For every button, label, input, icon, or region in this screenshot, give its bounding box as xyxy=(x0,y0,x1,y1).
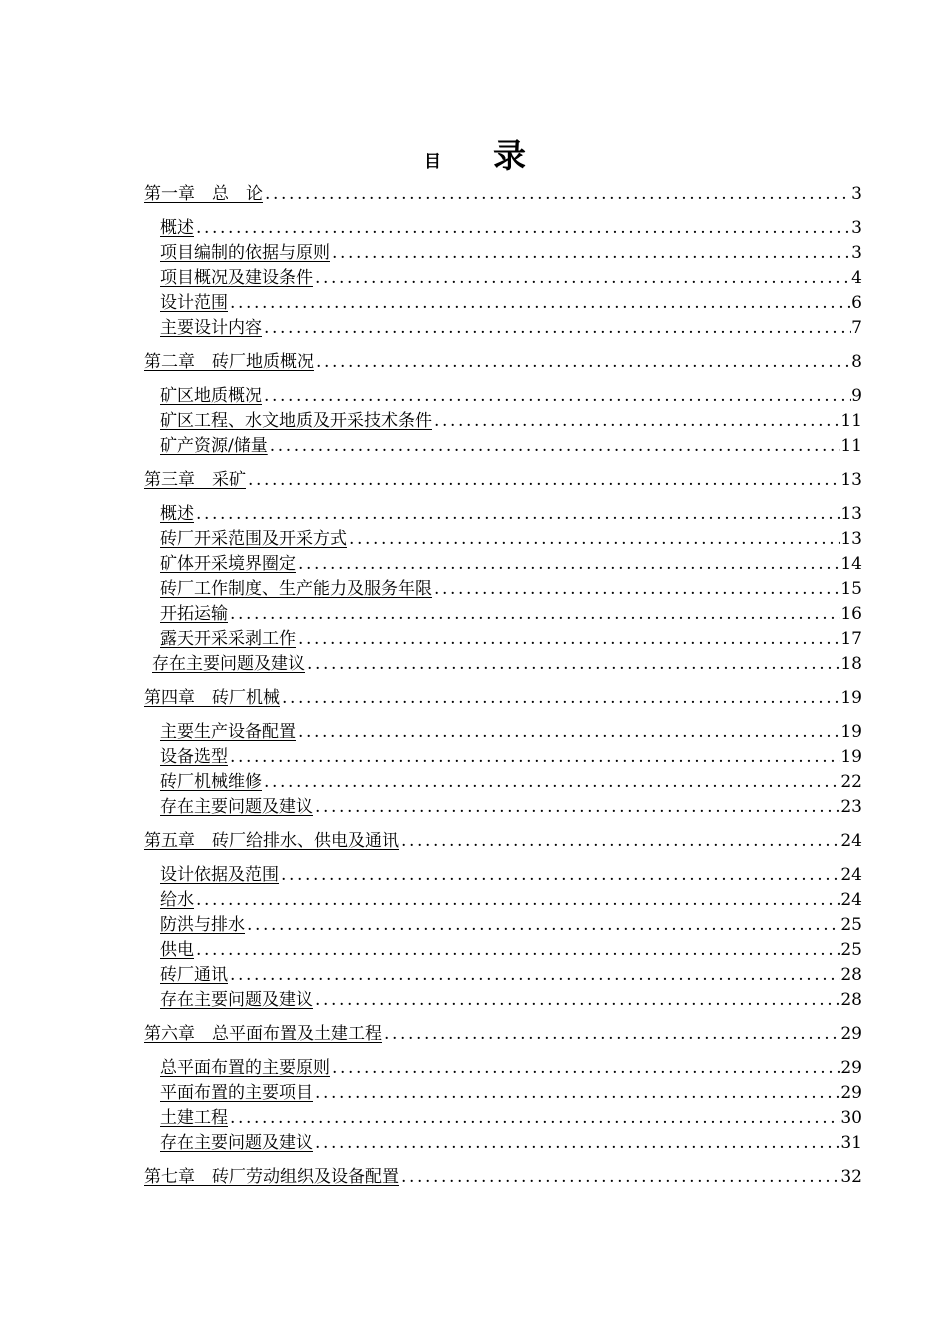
toc-section-entry[interactable] xyxy=(144,627,862,652)
toc-section-entry[interactable] xyxy=(144,577,862,602)
toc-page-number: 13 xyxy=(840,529,862,549)
dot-leader xyxy=(245,913,840,938)
toc-section-entry[interactable] xyxy=(144,527,862,552)
toc-section-entry[interactable] xyxy=(144,795,862,820)
toc-page-number: 25 xyxy=(840,915,862,935)
toc-entry-label[interactable]: 平面布置的主要项目 xyxy=(160,1083,313,1103)
dot-leader xyxy=(279,863,840,888)
toc-entry-label[interactable]: 存在主要问题及建议 xyxy=(152,654,305,674)
toc-entry-label[interactable]: 第七章 砖厂劳动组织及设备配置 xyxy=(144,1167,399,1187)
page-title xyxy=(0,130,950,177)
dot-leader xyxy=(194,216,851,241)
toc-page-number: 29 xyxy=(840,1024,862,1044)
toc-page-number: 3 xyxy=(851,243,862,263)
toc-entry-label[interactable]: 第五章 砖厂给排水、供电及通讯 xyxy=(144,831,399,851)
toc-section-entry[interactable] xyxy=(144,770,862,795)
toc-page-number: 6 xyxy=(851,293,862,313)
toc-section-entry[interactable] xyxy=(144,434,862,459)
toc-page-number: 29 xyxy=(840,1083,862,1103)
toc-chapter-entry[interactable] xyxy=(144,1165,862,1190)
toc-page-number: 3 xyxy=(851,184,862,204)
toc-entry-label[interactable]: 存在主要问题及建议 xyxy=(160,990,313,1010)
dot-leader xyxy=(313,795,840,820)
toc-section-entry[interactable] xyxy=(144,216,862,241)
toc-entry-label[interactable]: 开拓运输 xyxy=(160,604,228,624)
toc-page-number: 32 xyxy=(840,1167,862,1187)
toc-chapter-entry[interactable] xyxy=(144,686,862,711)
toc-page-number: 24 xyxy=(840,890,862,910)
toc-entry-label[interactable]: 第二章 砖厂地质概况 xyxy=(144,352,314,372)
toc-entry-label[interactable]: 给水 xyxy=(160,890,194,910)
toc-page-number: 28 xyxy=(840,990,862,1010)
toc-entry-label[interactable]: 第一章 总 论 xyxy=(144,184,263,204)
dot-leader xyxy=(330,1056,840,1081)
dot-leader xyxy=(262,384,851,409)
toc-page-number: 13 xyxy=(840,504,862,524)
dot-leader xyxy=(228,1106,840,1131)
toc-chapter-entry[interactable] xyxy=(144,468,862,493)
toc-entry-label[interactable]: 砖厂工作制度、生产能力及服务年限 xyxy=(160,579,432,599)
dot-leader xyxy=(228,602,840,627)
dot-leader xyxy=(296,627,840,652)
toc-page-number: 28 xyxy=(840,965,862,985)
toc-page-number: 19 xyxy=(840,747,862,767)
dot-leader xyxy=(228,745,840,770)
dot-leader xyxy=(347,527,840,552)
toc-entry-label[interactable]: 矿体开采境界圈定 xyxy=(160,554,296,574)
toc-section-entry[interactable] xyxy=(144,602,862,627)
toc-page-number: 15 xyxy=(840,579,862,599)
toc-page-number: 24 xyxy=(840,831,862,851)
toc-page-number: 14 xyxy=(840,554,862,574)
dot-leader xyxy=(194,938,840,963)
toc-entry-label[interactable]: 设备选型 xyxy=(160,747,228,767)
toc-entry-label[interactable]: 项目编制的依据与原则 xyxy=(160,243,330,263)
toc-entry-label[interactable]: 供电 xyxy=(160,940,194,960)
toc-page-number: 30 xyxy=(840,1108,862,1128)
toc-section-entry[interactable] xyxy=(144,502,862,527)
toc-section-entry[interactable] xyxy=(144,1131,862,1156)
dot-leader xyxy=(382,1022,840,1047)
dot-leader xyxy=(313,988,840,1013)
toc-section-entry[interactable] xyxy=(144,745,862,770)
toc-entry-label[interactable]: 主要设计内容 xyxy=(160,318,262,338)
toc-section-entry[interactable] xyxy=(144,241,862,266)
dot-leader xyxy=(313,1081,840,1106)
toc-section-entry[interactable] xyxy=(144,1106,862,1131)
dot-leader xyxy=(262,316,851,341)
toc-entry-label[interactable]: 存在主要问题及建议 xyxy=(160,797,313,817)
dot-leader xyxy=(268,434,841,459)
dot-leader xyxy=(399,1165,840,1190)
toc-entry-label[interactable]: 第六章 总平面布置及土建工程 xyxy=(144,1024,382,1044)
toc-entry-label[interactable]: 设计范围 xyxy=(160,293,228,313)
toc-chapter-entry[interactable] xyxy=(144,182,862,207)
toc-section-entry[interactable] xyxy=(144,409,862,434)
toc-section-entry[interactable] xyxy=(144,938,862,963)
dot-leader xyxy=(313,1131,840,1156)
dot-leader xyxy=(432,577,840,602)
toc-entry-label[interactable]: 概述 xyxy=(160,218,194,238)
dot-leader xyxy=(194,888,840,913)
dot-leader xyxy=(228,291,851,316)
toc-chapter-entry[interactable] xyxy=(144,350,862,375)
dot-leader xyxy=(262,770,840,795)
toc-section-entry[interactable] xyxy=(144,1056,862,1081)
dot-leader xyxy=(246,468,840,493)
table-of-contents xyxy=(144,182,862,1190)
toc-page-number: 13 xyxy=(840,470,862,490)
toc-section-entry[interactable] xyxy=(144,963,862,988)
toc-entry-label[interactable]: 砖厂通讯 xyxy=(160,965,228,985)
toc-page-number: 4 xyxy=(851,268,862,288)
toc-page-number: 29 xyxy=(840,1058,862,1078)
toc-section-entry[interactable] xyxy=(144,720,862,745)
toc-section-entry[interactable] xyxy=(144,1081,862,1106)
toc-chapter-entry[interactable] xyxy=(144,829,862,854)
dot-leader xyxy=(313,266,851,291)
toc-page-number: 16 xyxy=(840,604,862,624)
toc-page-number: 25 xyxy=(840,940,862,960)
toc-page-number: 9 xyxy=(851,386,862,406)
dot-leader xyxy=(296,552,840,577)
toc-section-entry[interactable] xyxy=(144,888,862,913)
dot-leader xyxy=(228,963,840,988)
toc-entry-label[interactable]: 设计依据及范围 xyxy=(160,865,279,885)
toc-section-entry[interactable] xyxy=(144,266,862,291)
toc-entry-label[interactable]: 项目概况及建设条件 xyxy=(160,268,313,288)
dot-leader xyxy=(263,182,851,207)
toc-page-number: 19 xyxy=(840,722,862,742)
toc-page-number: 19 xyxy=(840,688,862,708)
dot-leader xyxy=(305,652,840,677)
dot-leader xyxy=(399,829,840,854)
title-part-2: 录 xyxy=(493,136,526,175)
toc-entry-label[interactable]: 露天开采采剥工作 xyxy=(160,629,296,649)
toc-page-number: 22 xyxy=(840,772,862,792)
toc-page-number: 7 xyxy=(851,318,862,338)
dot-leader xyxy=(194,502,840,527)
toc-section-entry[interactable] xyxy=(144,291,862,316)
toc-entry-label[interactable]: 砖厂开采范围及开采方式 xyxy=(160,529,347,549)
toc-entry-label[interactable]: 土建工程 xyxy=(160,1108,228,1128)
toc-section-entry[interactable] xyxy=(144,863,862,888)
toc-entry-label[interactable]: 第四章 砖厂机械 xyxy=(144,688,280,708)
dot-leader xyxy=(314,350,851,375)
toc-page-number: 11 xyxy=(840,436,862,456)
toc-entry-label[interactable]: 防洪与排水 xyxy=(160,915,245,935)
toc-page-number: 11 xyxy=(840,411,862,431)
toc-entry-label[interactable]: 概述 xyxy=(160,504,194,524)
toc-entry-label[interactable]: 矿区工程、水文地质及开采技术条件 xyxy=(160,411,432,431)
dot-leader xyxy=(296,720,840,745)
toc-section-entry[interactable] xyxy=(144,384,862,409)
toc-page-number: 3 xyxy=(851,218,862,238)
toc-page-number: 24 xyxy=(840,865,862,885)
dot-leader xyxy=(330,241,851,266)
toc-entry-label[interactable]: 总平面布置的主要原则 xyxy=(160,1058,330,1078)
toc-chapter-entry[interactable] xyxy=(144,1022,862,1047)
title-part-1: 目 xyxy=(424,152,441,172)
dot-leader xyxy=(280,686,840,711)
toc-section-entry[interactable] xyxy=(144,552,862,577)
toc-page-number: 31 xyxy=(840,1133,862,1153)
toc-entry-label[interactable]: 第三章 采矿 xyxy=(144,470,246,490)
toc-entry-label[interactable]: 主要生产设备配置 xyxy=(160,722,296,742)
toc-entry-label[interactable]: 矿产资源/储量 xyxy=(160,436,268,456)
toc-section-entry[interactable] xyxy=(144,913,862,938)
toc-page-number: 23 xyxy=(840,797,862,817)
toc-section-entry[interactable] xyxy=(144,652,862,677)
toc-entry-label[interactable]: 砖厂机械维修 xyxy=(160,772,262,792)
toc-entry-label[interactable]: 存在主要问题及建议 xyxy=(160,1133,313,1153)
toc-page-number: 8 xyxy=(851,352,862,372)
toc-page-number: 18 xyxy=(840,654,862,674)
toc-page-number: 17 xyxy=(840,629,862,649)
toc-section-entry[interactable] xyxy=(144,316,862,341)
dot-leader xyxy=(432,409,840,434)
toc-entry-label[interactable]: 矿区地质概况 xyxy=(160,386,262,406)
toc-section-entry[interactable] xyxy=(144,988,862,1013)
